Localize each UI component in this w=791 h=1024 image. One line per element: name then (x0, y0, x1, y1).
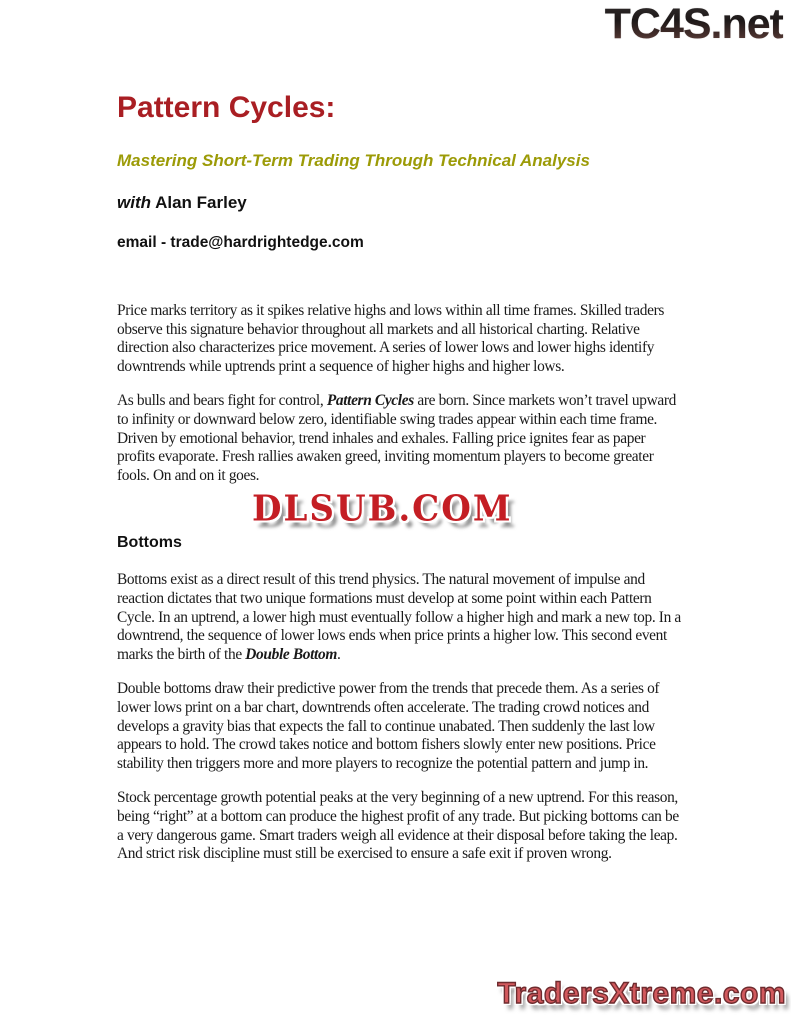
tc4s-watermark-logo: TC4S.net (604, 0, 783, 48)
byline (117, 193, 683, 213)
pattern-cycles-emphasis: Pattern Cycles (326, 392, 414, 410)
paragraph-stock-percentage: Stock percentage growth potential peaks at the very beginning of a new uptrend. For this reason, being “right” at a bottom can produce the highest profit of any trade. But picking bottoms can be a very dangerous game. Smart traders weigh all evidence at their disposal before taking the leap. And strict risk discipline must still be exercised to ensure a safe exit if proven wrong. (117, 789, 679, 863)
email-line: email - trade@hardrightedge.com (117, 234, 364, 252)
paragraph-bottoms-physics-text-before: Bottoms exist as a direct result of this trend physics. The natural movement of impulse and reaction dictates that two unique formations must develop at some point within each Pattern Cycle. In an uptrend, a lower high must eventually follow a higher high and mark a new top. In a downtrend, the sequence of lower lows ends when price prints a higher low. This second event marks the birth of the (117, 571, 681, 663)
paragraph-double-bottoms-power: Double bottoms draw their predictive power from the trends that precede them. As a series of lower lows print on a bar chart, downtrends often accelerate. The trading crowd notices and develops a gravity bias that expects the fall to continue unabated. Then suddenly the last low appears to hold. The crowd takes notice and bottom fishers slowly enter new positions. Price stability then triggers more and more players to recognize the potential pattern and jump in. (117, 680, 660, 772)
paragraph-pattern-cycles-text-before: As bulls and bears fight for control, (117, 392, 327, 410)
paragraph-pattern-cycles (117, 392, 683, 485)
byline-prefix: with (117, 193, 151, 213)
paragraph-pattern-cycles-text-after: are born. Since markets won’t travel upward to infinity or downward below zero, identifiable swing trades appear within each time frame. Driven by emotional behavior, trend inhales and exhales. Falling price ignites fear as paper profits evaporate. Fresh rallies awaken greed, inviting momentum players to become greater fools. On and on it goes. (117, 392, 676, 484)
double-bottom-emphasis: Double Bottom (245, 645, 337, 663)
author-name: Alan Farley (155, 193, 247, 213)
dlsub-watermark-logo: DLSUB.COM (252, 488, 513, 530)
page-title: Pattern Cycles: (117, 91, 336, 124)
article-content (117, 92, 683, 880)
page-subtitle: Mastering Short-Term Trading Through Technical Analysis (117, 150, 590, 170)
section-heading-bottoms: Bottoms (117, 534, 182, 552)
paragraph-price-territory: Price marks territory as it spikes relative highs and lows within all time frames. Skilled traders observe this signature behavior throughout all markets and all historical charting. Relative direction also characterizes price movement. A series of lower lows and lower highs identify downtrends while uptrends print a sequence of higher highs and higher lows. (117, 302, 664, 375)
tradersxtreme-watermark-logo: TradersXtreme.com (497, 977, 786, 1010)
paragraph-bottoms-physics (117, 571, 683, 664)
paragraph-bottoms-physics-text-after: . (336, 645, 341, 663)
